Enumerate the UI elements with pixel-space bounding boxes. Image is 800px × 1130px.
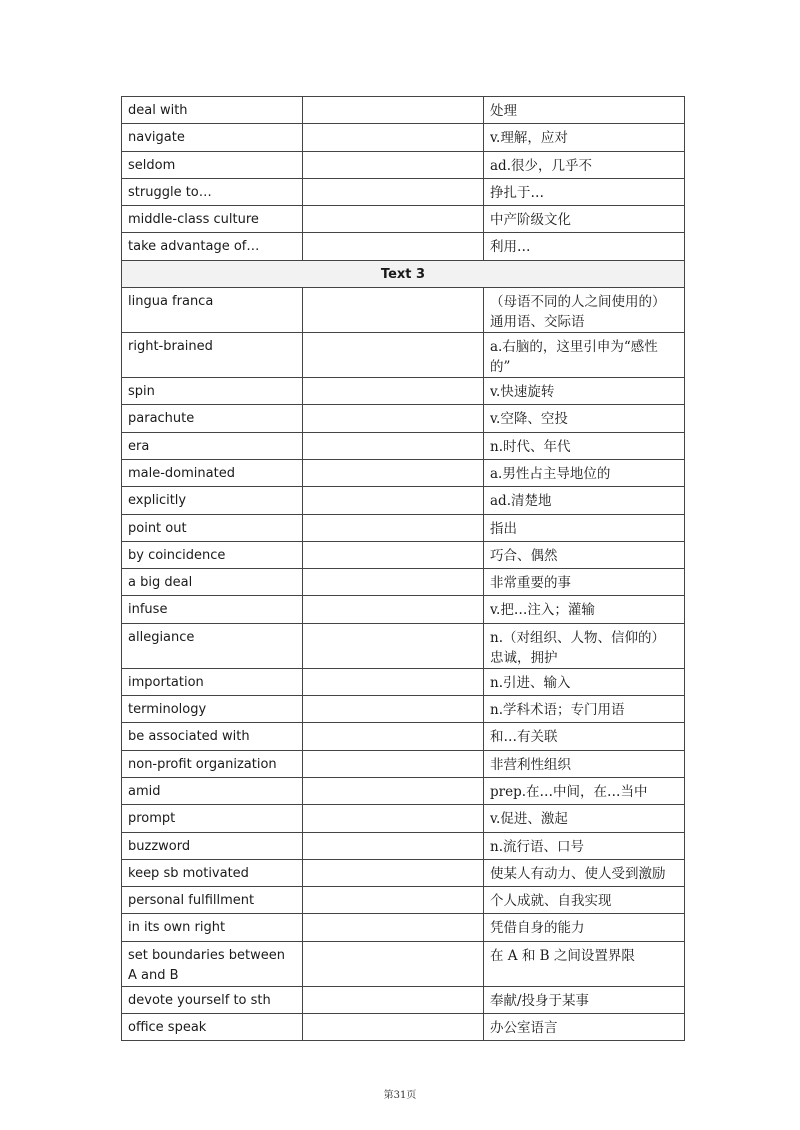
meaning-cell: （母语不同的人之间使用的）通用语、交际语: [484, 288, 685, 333]
blank-cell: [303, 723, 484, 750]
meaning-cell: 巧合、偶然: [484, 541, 685, 568]
meaning-cell: ad.很少，几乎不: [484, 151, 685, 178]
meaning-cell: v.促进、激起: [484, 805, 685, 832]
table-row: [122, 233, 685, 260]
meaning-cell: prep.在…中间，在…当中: [484, 777, 685, 804]
blank-cell: [303, 178, 484, 205]
term-cell: deal with: [122, 97, 303, 124]
meaning-cell: 使某人有动力、使人受到激励: [484, 859, 685, 886]
term-cell: by coincidence: [122, 541, 303, 568]
table-row: [122, 206, 685, 233]
table-row: [122, 178, 685, 205]
term-cell: point out: [122, 514, 303, 541]
term-cell: spin: [122, 378, 303, 405]
term-cell: seldom: [122, 151, 303, 178]
table-row: [122, 1014, 685, 1041]
term-cell: terminology: [122, 696, 303, 723]
blank-cell: [303, 378, 484, 405]
table-row: [122, 487, 685, 514]
term-cell: struggle to…: [122, 178, 303, 205]
blank-cell: [303, 206, 484, 233]
table-row: [122, 696, 685, 723]
blank-cell: [303, 333, 484, 378]
blank-cell: [303, 750, 484, 777]
table-row: [122, 596, 685, 623]
term-cell: explicitly: [122, 487, 303, 514]
table-row: [122, 378, 685, 405]
meaning-cell: 个人成就、自我实现: [484, 887, 685, 914]
meaning-cell: 奉献/投身于某事: [484, 986, 685, 1013]
page-number: 第31页: [383, 1090, 417, 1101]
meaning-cell: 办公室语言: [484, 1014, 685, 1041]
meaning-cell: a.右脑的，这里引申为“感性的”: [484, 333, 685, 378]
meaning-cell: v.快速旋转: [484, 378, 685, 405]
meaning-cell: 利用…: [484, 233, 685, 260]
term-cell: right-brained: [122, 333, 303, 378]
table-row: [122, 459, 685, 486]
meaning-cell: 处理: [484, 97, 685, 124]
term-cell: male-dominated: [122, 459, 303, 486]
table-row: [122, 541, 685, 568]
table-row: [122, 750, 685, 777]
meaning-cell: 在 A 和 B 之间设置界限: [484, 941, 685, 986]
table-row: [122, 432, 685, 459]
blank-cell: [303, 668, 484, 695]
term-cell: amid: [122, 777, 303, 804]
term-cell: set boundaries between A and B: [122, 941, 303, 986]
table-row: [122, 723, 685, 750]
table-row: [122, 623, 685, 668]
meaning-cell: 挣扎于…: [484, 178, 685, 205]
term-cell: be associated with: [122, 723, 303, 750]
meaning-cell: v.把…注入；灌输: [484, 596, 685, 623]
blank-cell: [303, 1014, 484, 1041]
blank-cell: [303, 151, 484, 178]
term-cell: a big deal: [122, 569, 303, 596]
vocabulary-table: [121, 96, 685, 1041]
blank-cell: [303, 941, 484, 986]
blank-cell: [303, 487, 484, 514]
term-cell: parachute: [122, 405, 303, 432]
blank-cell: [303, 777, 484, 804]
meaning-cell: n.引进、输入: [484, 668, 685, 695]
table-row: [122, 97, 685, 124]
blank-cell: [303, 541, 484, 568]
meaning-cell: v.空降、空投: [484, 405, 685, 432]
blank-cell: [303, 124, 484, 151]
table-row: [122, 405, 685, 432]
blank-cell: [303, 887, 484, 914]
term-cell: buzzword: [122, 832, 303, 859]
meaning-cell: n.流行语、口号: [484, 832, 685, 859]
term-cell: navigate: [122, 124, 303, 151]
term-cell: personal fulfillment: [122, 887, 303, 914]
table-row: [122, 805, 685, 832]
blank-cell: [303, 233, 484, 260]
term-cell: office speak: [122, 1014, 303, 1041]
term-cell: devote yourself to sth: [122, 986, 303, 1013]
term-cell: allegiance: [122, 623, 303, 668]
blank-cell: [303, 288, 484, 333]
table-row: [122, 569, 685, 596]
table-row: [122, 986, 685, 1013]
meaning-cell: 非常重要的事: [484, 569, 685, 596]
blank-cell: [303, 97, 484, 124]
table-row: [122, 887, 685, 914]
table-row: [122, 288, 685, 333]
meaning-cell: 非营利性组织: [484, 750, 685, 777]
meaning-cell: v.理解，应对: [484, 124, 685, 151]
table-row: [122, 333, 685, 378]
blank-cell: [303, 986, 484, 1013]
term-cell: importation: [122, 668, 303, 695]
meaning-cell: n.（对组织、人物、信仰的）忠诚，拥护: [484, 623, 685, 668]
term-cell: keep sb motivated: [122, 859, 303, 886]
vocabulary-table-body: [122, 97, 685, 1041]
blank-cell: [303, 859, 484, 886]
blank-cell: [303, 832, 484, 859]
meaning-cell: n.学科术语；专门用语: [484, 696, 685, 723]
blank-cell: [303, 405, 484, 432]
table-row: [122, 151, 685, 178]
blank-cell: [303, 432, 484, 459]
term-cell: take advantage of…: [122, 233, 303, 260]
table-row: [122, 941, 685, 986]
blank-cell: [303, 514, 484, 541]
table-row: [122, 859, 685, 886]
blank-cell: [303, 569, 484, 596]
blank-cell: [303, 623, 484, 668]
term-cell: prompt: [122, 805, 303, 832]
term-cell: era: [122, 432, 303, 459]
blank-cell: [303, 696, 484, 723]
blank-cell: [303, 459, 484, 486]
blank-cell: [303, 914, 484, 941]
term-cell: in its own right: [122, 914, 303, 941]
meaning-cell: n.时代、年代: [484, 432, 685, 459]
table-row: [122, 914, 685, 941]
blank-cell: [303, 805, 484, 832]
meaning-cell: 和…有关联: [484, 723, 685, 750]
table-row: [122, 668, 685, 695]
term-cell: infuse: [122, 596, 303, 623]
table-row: [122, 832, 685, 859]
term-cell: middle-class culture: [122, 206, 303, 233]
meaning-cell: 中产阶级文化: [484, 206, 685, 233]
table-row: [122, 514, 685, 541]
table-row: [122, 777, 685, 804]
table-row: [122, 124, 685, 151]
meaning-cell: 指出: [484, 514, 685, 541]
section-header-row: [122, 260, 685, 287]
term-cell: lingua franca: [122, 288, 303, 333]
meaning-cell: 凭借自身的能力: [484, 914, 685, 941]
meaning-cell: a.男性占主导地位的: [484, 459, 685, 486]
meaning-cell: ad.清楚地: [484, 487, 685, 514]
blank-cell: [303, 596, 484, 623]
section-title: Text 3: [122, 260, 685, 287]
term-cell: non-profit organization: [122, 750, 303, 777]
